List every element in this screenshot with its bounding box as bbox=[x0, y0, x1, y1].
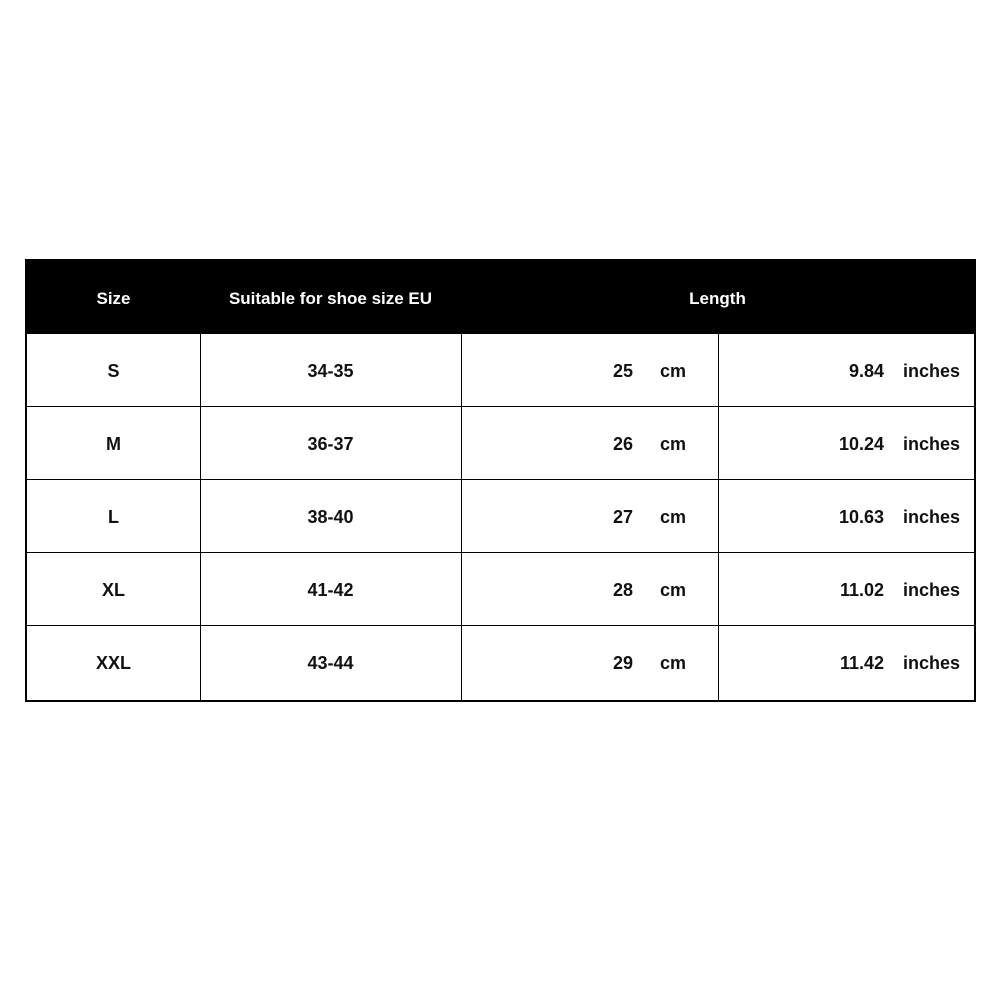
cell-length-cm: 27 bbox=[612, 507, 633, 527]
table-row bbox=[27, 626, 974, 699]
table-row bbox=[27, 407, 974, 480]
cell-length-cm: 26 bbox=[612, 434, 633, 454]
cell-shoe-size: 41-42 bbox=[307, 580, 354, 600]
header-shoe-size: Suitable for shoe size EU bbox=[228, 289, 433, 308]
cell-unit-inches: inches bbox=[903, 580, 961, 600]
header-length: Length bbox=[689, 289, 746, 308]
cell-unit-cm: cm bbox=[660, 580, 687, 600]
cell-shoe-size: 34-35 bbox=[307, 361, 354, 381]
table-header bbox=[27, 261, 974, 334]
cell-size: XXL bbox=[95, 653, 131, 673]
column-divider bbox=[200, 334, 201, 700]
table-row bbox=[27, 553, 974, 626]
table-row bbox=[27, 334, 974, 407]
cell-unit-inches: inches bbox=[903, 653, 961, 673]
cell-unit-cm: cm bbox=[660, 361, 687, 381]
cell-length-cm: 25 bbox=[612, 361, 633, 381]
cell-size: S bbox=[107, 361, 120, 381]
cell-size: L bbox=[108, 507, 119, 527]
cell-shoe-size: 38-40 bbox=[307, 507, 354, 527]
cell-length-inches: 10.63 bbox=[838, 507, 884, 527]
size-chart-table bbox=[25, 259, 976, 702]
cell-length-cm: 28 bbox=[612, 580, 633, 600]
cell-length-inches: 11.02 bbox=[839, 580, 884, 600]
cell-unit-cm: cm bbox=[660, 507, 687, 527]
cell-size: M bbox=[106, 434, 121, 454]
header-size: Size bbox=[96, 289, 131, 308]
cell-length-inches: 10.24 bbox=[838, 434, 884, 454]
cell-shoe-size: 36-37 bbox=[307, 434, 354, 454]
cell-unit-cm: cm bbox=[660, 434, 687, 454]
column-divider bbox=[461, 334, 462, 700]
cell-unit-inches: inches bbox=[903, 507, 961, 527]
cell-unit-inches: inches bbox=[903, 361, 961, 381]
table-body bbox=[27, 334, 974, 699]
cell-length-inches: 11.42 bbox=[839, 653, 884, 673]
cell-length-inches: 9.84 bbox=[848, 361, 884, 381]
cell-unit-cm: cm bbox=[660, 653, 687, 673]
cell-shoe-size: 43-44 bbox=[307, 653, 354, 673]
cell-unit-inches: inches bbox=[903, 434, 961, 454]
column-divider bbox=[718, 334, 719, 700]
table-row bbox=[27, 480, 974, 553]
cell-size: XL bbox=[101, 580, 125, 600]
cell-length-cm: 29 bbox=[612, 653, 633, 673]
